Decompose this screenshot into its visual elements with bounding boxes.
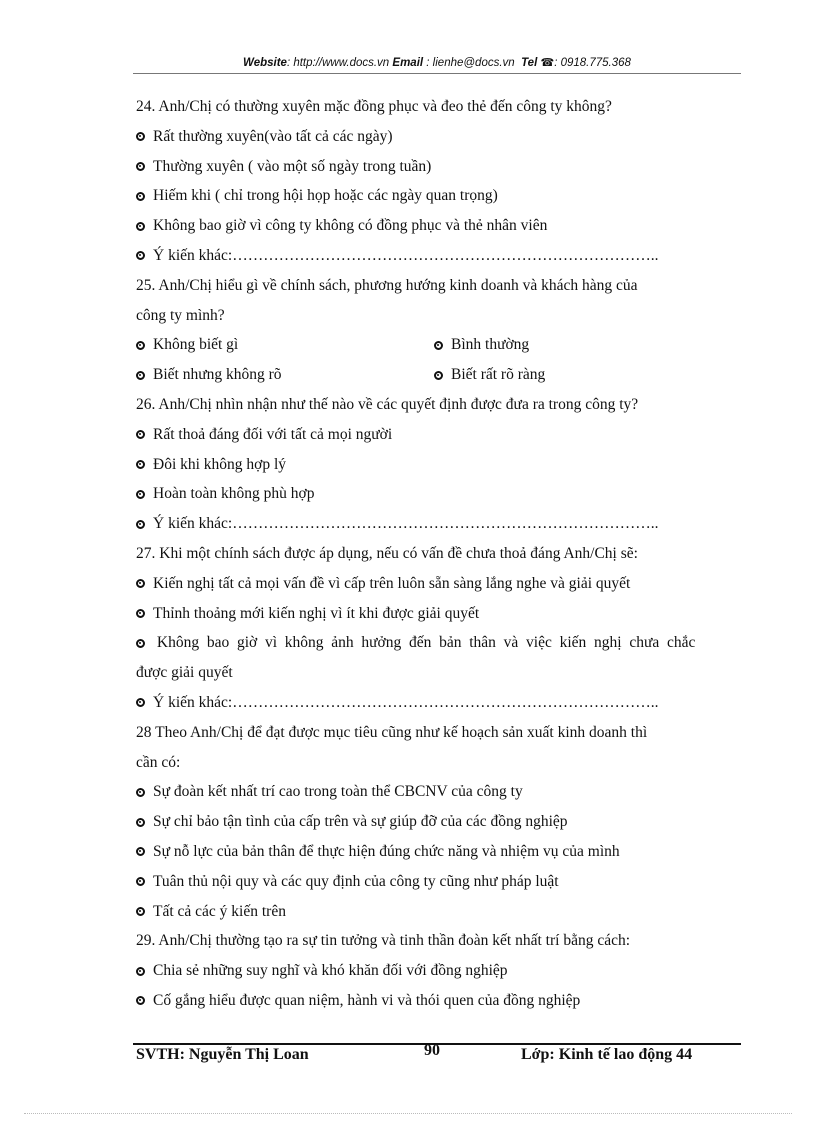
q25-option-4[interactable] xyxy=(434,360,732,390)
q27-option-3[interactable] xyxy=(136,628,737,658)
email-label: Email xyxy=(392,57,424,69)
q28-option-2[interactable] xyxy=(136,807,737,837)
radio-bullet-icon xyxy=(136,788,145,797)
option-label: Ý kiến khác:……………………………………………………………………….. xyxy=(153,693,659,711)
page-header xyxy=(133,56,741,69)
option-label: Biết nhưng không rõ xyxy=(153,366,282,384)
question-28: 28 Theo Anh/Chị để đạt được mục tiêu cũng như kế hoạch sản xuất kinh doanh thì xyxy=(136,723,648,741)
option-label: Đôi khi không hợp lý xyxy=(153,455,287,473)
radio-bullet-icon xyxy=(136,371,145,380)
radio-bullet-icon xyxy=(136,609,145,618)
website-label: Website xyxy=(243,57,287,69)
radio-bullet-icon xyxy=(136,967,145,976)
question-28-cont: cần có: xyxy=(136,753,181,771)
radio-bullet-icon xyxy=(136,341,145,350)
option-label: Hoàn toàn không phù hợp xyxy=(153,485,315,503)
page-content xyxy=(136,92,737,1016)
radio-bullet-icon xyxy=(136,132,145,141)
q25-options-row-1 xyxy=(136,330,737,360)
radio-bullet-icon xyxy=(136,818,145,827)
q25-option-1[interactable] xyxy=(136,330,434,360)
q26-option-3[interactable] xyxy=(136,479,737,509)
option-label: Tuân thủ nội quy và các quy định của công ty cũng như pháp luật xyxy=(153,872,559,890)
q26-option-1[interactable] xyxy=(136,420,737,450)
q29-option-2[interactable] xyxy=(136,986,737,1016)
radio-bullet-icon xyxy=(136,520,145,529)
option-label: Rất thoả đáng đối với tất cả mọi người xyxy=(153,425,393,443)
radio-bullet-icon xyxy=(136,579,145,588)
question-25: 25. Anh/Chị hiểu gì về chính sách, phương hướng kinh doanh và khách hàng của xyxy=(136,276,638,294)
page-bottom-border xyxy=(24,1113,792,1114)
option-label: Kiến nghị tất cả mọi vấn đề vì cấp trên luôn sẵn sàng lắng nghe và giải quyết xyxy=(153,574,631,592)
radio-bullet-icon xyxy=(136,877,145,886)
radio-bullet-icon xyxy=(136,162,145,171)
email-value: : lienhe@docs.vn xyxy=(426,57,515,69)
q25-option-2[interactable] xyxy=(434,330,732,360)
q28-option-3[interactable] xyxy=(136,837,737,867)
q25-options-row-2 xyxy=(136,360,737,390)
q24-option-4[interactable] xyxy=(136,211,737,241)
header-divider xyxy=(133,73,741,74)
question-27: 27. Khi một chính sách được áp dụng, nếu có vấn đề chưa thoả đáng Anh/Chị sẽ: xyxy=(136,544,638,562)
q24-option-3[interactable] xyxy=(136,181,737,211)
option-label: Thỉnh thoảng mới kiến nghị vì ít khi được giải quyết xyxy=(153,604,480,622)
q24-option-other[interactable] xyxy=(136,241,737,271)
option-label: Thường xuyên ( vào một số ngày trong tuần) xyxy=(153,157,432,175)
footer-author: SVTH: Nguyễn Thị Loan xyxy=(136,1046,309,1063)
q26-option-other[interactable] xyxy=(136,509,737,539)
radio-bullet-icon xyxy=(136,847,145,856)
radio-bullet-icon xyxy=(136,996,145,1005)
radio-bullet-icon xyxy=(136,490,145,499)
option-label: Sự nỗ lực của bản thân để thực hiện đúng chức năng và nhiệm vụ của mình xyxy=(153,842,620,860)
option-label: Không bao giờ vì công ty không có đồng phục và thẻ nhân viên xyxy=(153,217,548,235)
footer-class: Lớp: Kinh tế lao động 44 xyxy=(521,1046,693,1063)
question-24: 24. Anh/Chị có thường xuyên mặc đồng phục và đeo thẻ đến công ty không? xyxy=(136,98,612,115)
option-label: Rất thường xuyên(vào tất cả các ngày) xyxy=(153,127,393,145)
phone-icon: ☎ xyxy=(540,57,555,69)
question-29: 29. Anh/Chị thường tạo ra sự tin tưởng và tinh thần đoàn kết nhất trí bằng cách: xyxy=(136,932,631,950)
q27-option-2[interactable] xyxy=(136,599,737,629)
q28-option-1[interactable] xyxy=(136,777,737,807)
option-label: Không biết gì xyxy=(153,336,239,354)
q26-option-2[interactable] xyxy=(136,450,737,480)
q27-option-3-cont: được giải quyết xyxy=(136,664,233,682)
q28-option-5[interactable] xyxy=(136,897,737,927)
option-label: Cố gắng hiểu được quan niệm, hành vi và thói quen của đồng nghiệp xyxy=(153,991,581,1009)
radio-bullet-icon xyxy=(434,341,443,350)
page-number: 90 xyxy=(424,1042,440,1059)
radio-bullet-icon xyxy=(434,371,443,380)
q24-option-2[interactable] xyxy=(136,152,737,182)
tel-label: Tel xyxy=(521,57,538,69)
option-label: Hiếm khi ( chỉ trong hội họp hoặc các ngày quan trọng) xyxy=(153,187,498,205)
radio-bullet-icon xyxy=(136,222,145,231)
tel-value: : 0918.775.368 xyxy=(554,57,631,69)
website-value: : http://www.docs.vn xyxy=(286,57,390,69)
option-label: Tất cả các ý kiến trên xyxy=(153,902,286,920)
option-label: Không bao giờ vì không ảnh hưởng đến bản thân và việc kiến nghị chưa chắc xyxy=(153,634,696,652)
radio-bullet-icon xyxy=(136,460,145,469)
option-label: Bình thường xyxy=(451,336,530,354)
question-25-cont: công ty mình? xyxy=(136,306,225,324)
q24-option-1[interactable] xyxy=(136,122,737,152)
q28-option-4[interactable] xyxy=(136,867,737,897)
q25-option-3[interactable] xyxy=(136,360,434,390)
option-label: Sự chỉ bảo tận tình của cấp trên và sự giúp đỡ của các đồng nghiệp xyxy=(153,813,568,831)
option-label: Sự đoàn kết nhất trí cao trong toàn thể CBCNV của công ty xyxy=(153,783,523,801)
option-label: Biết rất rõ ràng xyxy=(451,366,546,384)
question-26: 26. Anh/Chị nhìn nhận như thế nào về các quyết định được đưa ra trong công ty? xyxy=(136,395,639,413)
radio-bullet-icon xyxy=(136,192,145,201)
option-label: Chia sẻ những suy nghĩ và khó khăn đối với đồng nghiệp xyxy=(153,962,508,980)
radio-bullet-icon xyxy=(136,251,145,260)
radio-bullet-icon xyxy=(136,698,145,707)
q27-option-1[interactable] xyxy=(136,569,737,599)
q29-option-1[interactable] xyxy=(136,956,737,986)
radio-bullet-icon xyxy=(136,639,145,648)
q27-option-other[interactable] xyxy=(136,688,737,718)
option-label: Ý kiến khác:……………………………………………………………………….. xyxy=(153,246,659,264)
option-label: Ý kiến khác:……………………………………………………………………….. xyxy=(153,515,659,533)
radio-bullet-icon xyxy=(136,430,145,439)
radio-bullet-icon xyxy=(136,907,145,916)
